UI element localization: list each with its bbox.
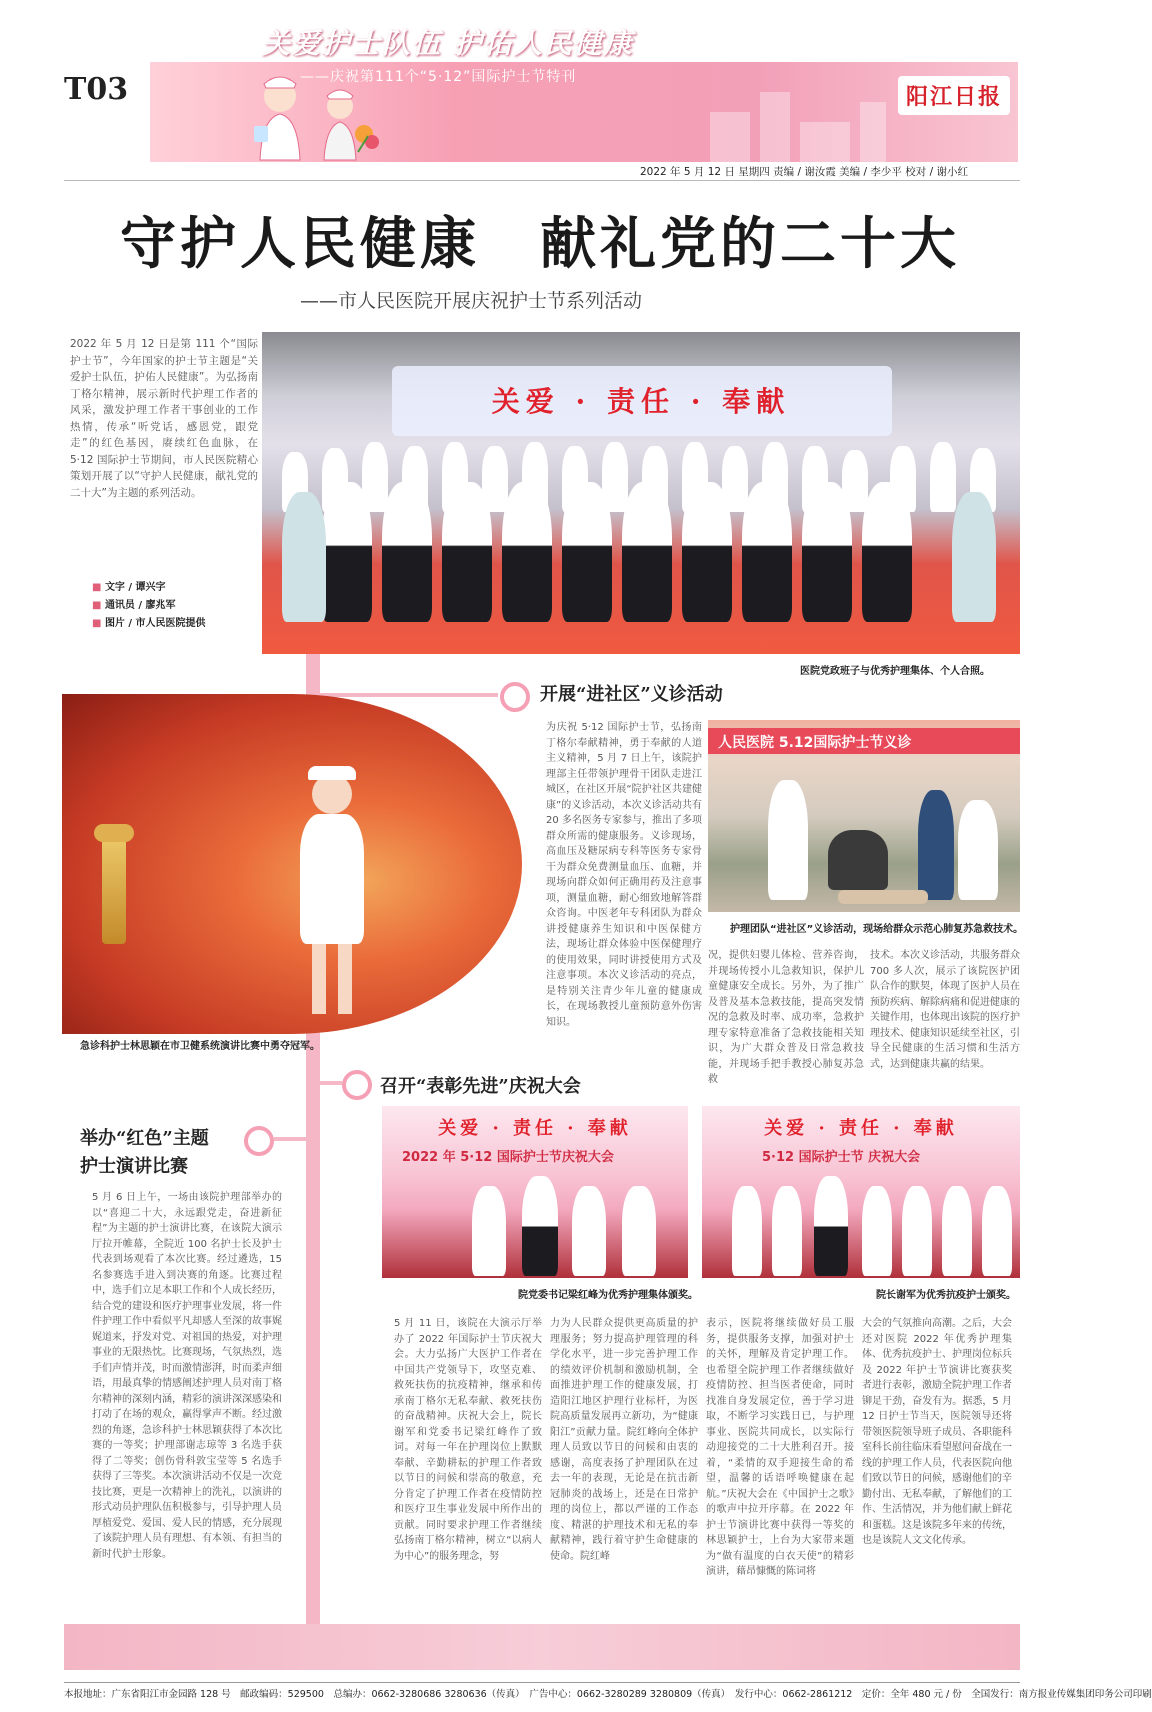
banner-title: 关爱护士队伍 护佑人民健康 xyxy=(262,27,634,60)
timeline-node xyxy=(342,1070,372,1100)
group-photo xyxy=(262,332,1020,654)
footer-decoration xyxy=(64,1624,1020,1670)
credit-correspondent: 通讯员 / 廖兆军 xyxy=(104,600,176,611)
newspaper-logo: 阳江日报 xyxy=(898,76,1010,115)
ceremony-col1: 5 月 11 日，该院在大演示厅举办了 2022 年国际护士节庆祝大会。大力弘扬广大医护工作者在中国共产党领导下，攻坚克难、救死扶伤的抗疫精神，继承和传承南丁格尔无私奉献、救死扶伤的奋战精神。庆祝大会上，院长谢军和党委书记梁红峰作了致词。对每一年在护理岗位上默默奉献、辛勤耕耘的护理工作者致以节日的问候和崇高的敬意，充分肯定了护理工作者在疫情防控和医疗卫生事业发展中所作出的贡献。同时要求护理工作者继续弘扬南丁格尔精神，树立“以病人为中心”的服务理念，努 xyxy=(394,1318,542,1562)
award-photo-2-banner: 关爱 · 责任 · 奉献 xyxy=(764,1118,958,1139)
community-photo-caption: 护理团队“进社区”义诊活动，现场给群众示范心肺复苏急救技术。 xyxy=(730,924,1024,935)
header-divider xyxy=(64,180,1020,181)
headline: 守护人民健康 献礼党的二十大 xyxy=(120,211,960,277)
footer-divider xyxy=(64,1682,1020,1683)
intro-text: 2022 年 5 月 12 日是第 111 个“国际护士节”，今年国家的护士节主题是“关爱护士队伍，护佑人民健康”。为弘扬南丁格尔精神，展示新时代护理工作者的风采，激发护理工作者干事创业的工作热情，传承“听党话，感恩党，跟党走”的红色基因，赓续红色血脉，在 5·12 国际护士节期间，市人民医院精心策划开展了以“守护人民健康，献礼党的二十大”为主题的系列活动。 xyxy=(70,338,258,499)
speech-text: 5 月 6 日上午，一场由该院护理部举办的以“喜迎二十大，永远跟党走，奋进新征程”为主题的护士演讲比赛，在该院大演示厅拉开帷幕，全院近 100 名护士长及护士代表到场观看了本次比赛。经过遴选，15 名参赛选手进入到决赛的角逐。比赛过程中，选手们立足本职工作和个人成长经历，结合党的建设和医疗护理事业发展，将一件件护理工作中看似平凡却感人至深的故事娓娓道来，抒发对党、对祖国的热爱，对护理事业的无限热忱。比赛现场，气氛热烈，选手们声情并茂，时而激情澎湃，时而柔声细语，用最真挚的情感阐述护理人员对南丁格尔精神的深刻内涵，精彩的演讲深深感染和打动了在场的观众，赢得掌声不断。经过激烈的角逐，急诊科护士林思颖获得了本次比赛的一等奖；护理部谢志琼等 3 名选手获得了二等奖；创伤骨科敦宝莹等 5 名选手获得了三等奖。本次演讲活动不仅是一次竞技比赛，更是一次精神上的洗礼，以演讲的形式动员护理队伍积极参与，引导护理人员厚植爱党、爱国、爱人民的情感，充分展现了该院护理人员有理想、有本领、有担当的新时代护士形象。 xyxy=(92,1192,282,1560)
subheadline: ——市人民医院开展庆祝护士节系列活动 xyxy=(300,290,643,312)
footer-info: 本报地址：广东省阳江市金园路 128 号 邮政编码：529500 总编办：0662-3280686 3280636（传真） 广告中心：0662-3280289 3280809（传真） 发行中心：0662-2861212 定价：全年 480 元 / 份 全国发行：南方报业传媒集团印务公司印刷 xyxy=(64,1689,1152,1700)
community-photo xyxy=(708,720,1020,912)
award-photo-2-caption: 院长谢军为优秀抗疫护士颁奖。 xyxy=(876,1290,1016,1301)
ceremony-col2: 力为人民群众提供更高质量的护理服务；努力提高护理管理的科学化水平，进一步完善护理工作的绩效评价机制和激励机制，全面推进护理工作的健康发展，打造阳江地区护理行业标杆，为医院高质量发展再立新功，为“健康阳江”贡献力量。院红峰向全体护理人员致以节日的问候和由衷的感谢，高度表扬了护理团队在过去一年的表现，无论是在抗击新冠肺炎的战场上，还是在日常护理的岗位上，都以严谨的工作态度、精湛的护理技术和无私的奉献精神，践行着守护生命健康的使命。院红峰 xyxy=(550,1318,698,1562)
ceremony-col3: 表示，医院将继续做好员工服务，提供服务支撑，加强对护士的关怀，理解及肯定护理工作。也希望全院护理工作者继续做好疫情防控、担当医者使命，同时找准自身发展定位，善于学习进取，不断学习实践日已，与护理事业、医院共同成长，以实际行动迎接党的二十大胜利召开。接着，“柔情的双手迎接生命的希望，温馨的话语呼唤健康在起航。”庆祝大会在《中国护士之歌》的歌声中拉开序幕。在 2022 年护士节演讲比赛中获得一等奖的林思颖护士，上台为大家带来题为“做有温度的白衣天使”的精彩演讲，藉昂慷慨的陈词将 xyxy=(706,1318,854,1577)
community-col2: 况，提供妇婴儿体检、营养咨询，并现场传授小儿急救知识，保护儿童健康安全成长。另外，为了推广及普及基本急救技能，提高突发情况的急救及时率、成功率，急救护理专家特意准备了急救技能相关知识，为广大群众普及日常急救技能，并现场手把手教授心肺复苏急救 xyxy=(708,950,864,1085)
community-banner-text: 人民医院 5.12国际护士节义诊 xyxy=(718,735,912,751)
speech-photo-caption: 急诊科护士林思颖在市卫健系统演讲比赛中勇夺冠军。 xyxy=(80,1041,320,1052)
section-title-speech-2: 护士演讲比赛 xyxy=(80,1156,188,1177)
timeline-connector xyxy=(320,693,498,697)
section-title-community: 开展“进社区”义诊活动 xyxy=(540,684,723,705)
timeline-connector xyxy=(320,1081,342,1085)
credits: ■ 文字 / 谭兴字 ■ 通讯员 / 廖兆军 ■ 图片 / 市人民医院提供 xyxy=(92,582,206,629)
award-photo-2-sub: 5·12 国际护士节 庆祝大会 xyxy=(762,1150,921,1165)
community-col3: 技术。本次义诊活动，共服务群众 700 多人次，展示了该院医护团队合作的默契，体现了医护人员在预防疾病、解除病痛和促进健康的关键作用，也体现出该院的医疗护理技术、健康知识延续至社区，引导全民健康的生活习惯和生活方式，达到健康共赢的结果。 xyxy=(870,950,1020,1070)
section-title-speech-1: 举办“红色”主题 xyxy=(80,1128,209,1149)
award-photo-1 xyxy=(382,1106,688,1278)
award-photo-2 xyxy=(702,1106,1020,1278)
page-number: T03 xyxy=(64,72,129,107)
community-col1: 为庆祝 5·12 国际护士节，弘扬南丁格尔奉献精神，勇于奉献的人道主义精神，5 月 7 日上午，该院护理部主任带领护理骨干团队走进江城区，在社区开展“院护社区共建健康”的义诊活动，本次义诊活动共有 20 多名医务专家参与，推出了多项群众所需的健康服务。义诊现场，高血压及糖尿病专科等医务专家骨干为群众免费测量血压、血糖，并现场向群众如何正确用药及注意事项，测量血糖，耐心细致地解答群众咨询。中医老年专科团队为群众讲授健康养生知识和中医保健方法，现场让群众体验中医保健理疗的使用效果，同时讲授使用方式及注意事项。本次义诊活动的亮点，是特别关注青少年儿童的健康成长，在现场教授儿童预防意外伤害知识。 xyxy=(546,722,702,1028)
award-photo-1-caption: 院党委书记梁红峰为优秀护理集体颁奖。 xyxy=(518,1290,698,1301)
credit-photo: 图片 / 市人民医院提供 xyxy=(104,618,206,629)
banner-subtitle: ——庆祝第111个“5·12”国际护士节特刊 xyxy=(300,69,577,85)
speech-photo xyxy=(62,694,522,1034)
section-title-ceremony: 召开“表彰先进”庆祝大会 xyxy=(380,1076,581,1097)
timeline-node xyxy=(244,1126,274,1156)
leaders-row xyxy=(322,482,962,632)
credit-writer: 文字 / 谭兴字 xyxy=(104,582,166,593)
issue-meta: 2022 年 5 月 12 日 星期四 责编 / 谢汝霞 美编 / 李少平 校对 / 谢小红 xyxy=(640,166,968,178)
award-photo-1-banner: 关爱 · 责任 · 奉献 xyxy=(438,1118,632,1139)
award-photo-1-sub: 2022 年 5·12 国际护士节庆祝大会 xyxy=(402,1150,614,1165)
timeline-connector xyxy=(274,1137,306,1141)
timeline-node xyxy=(500,682,530,712)
stage-banner-text: 关爱 · 责任 · 奉献 xyxy=(491,385,791,418)
main-photo-caption: 医院党政班子与优秀护理集体、个人合照。 xyxy=(800,666,990,677)
ceremony-col4: 大会的气氛推向高潮。之后，大会还对医院 2022 年优秀护理集体、优秀抗疫护士、护理岗位标兵及 2022 年护士节演讲比赛获奖者进行表彰，激励全院护理工作者铆足干劲，奋发有为。据悉，5 月 12 日护士节当天，医院领导还将带领医院领导班子成员、各职能科室科长前往临床看望慰问奋战在一线的护理工作人员，代表医院向他们致以节日的问候，感谢他们的辛勤付出、无私奉献，了解他们的工作、生活情况，并为他们献上鲜花和蛋糕。这是该院多年来的传统，也是该院人文文化传承。 xyxy=(862,1318,1012,1546)
